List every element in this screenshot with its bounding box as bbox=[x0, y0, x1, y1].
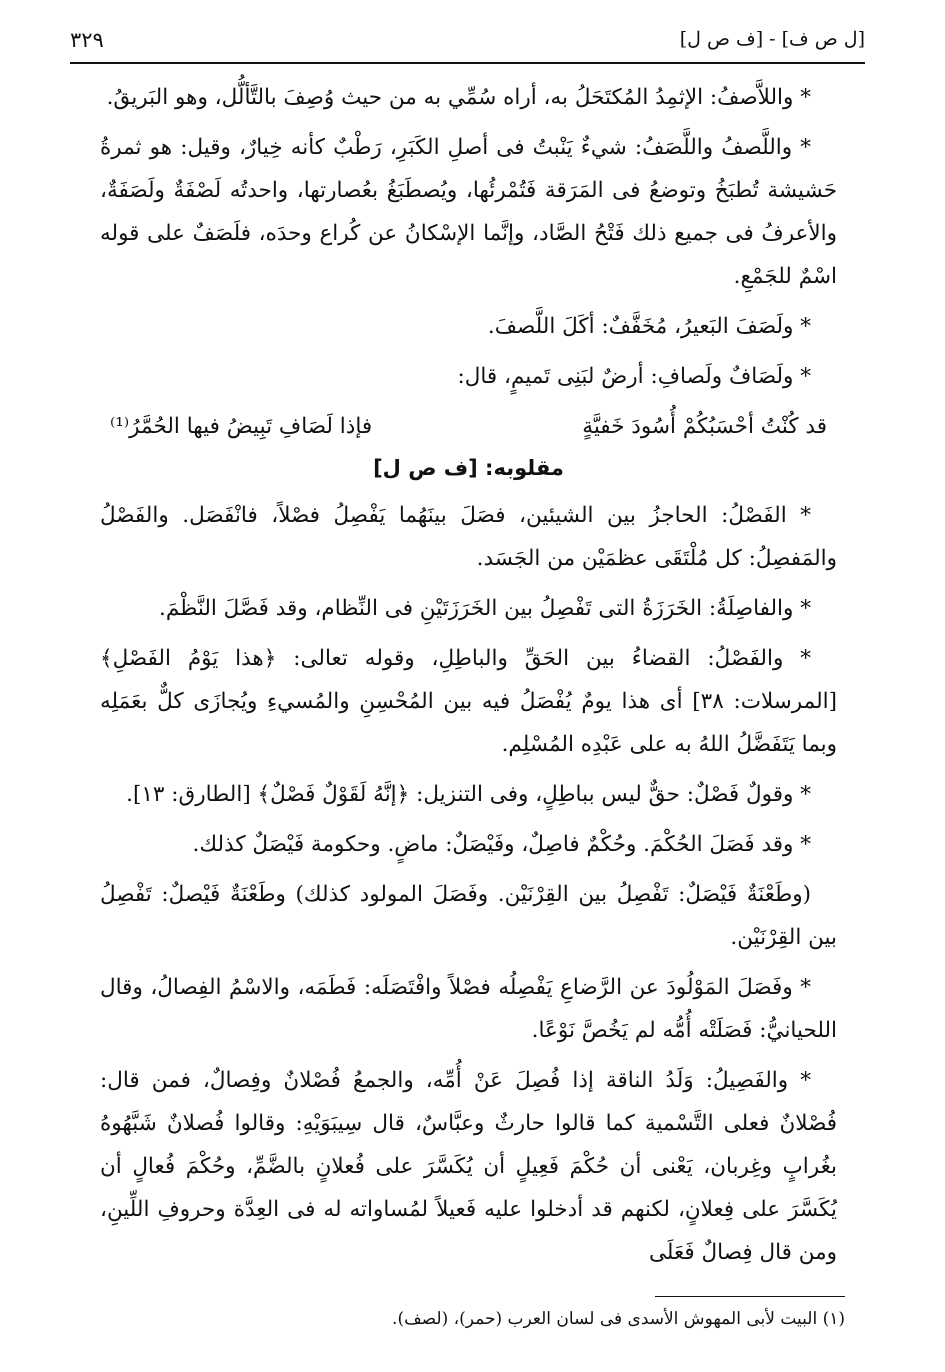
page-number: ٣٢٩ bbox=[70, 28, 104, 52]
entry-paragraph: * وقد فَصَلَ الحُكْمَ. وحُكْمٌ فاصِلٌ، وفَيْصَلٌ: ماضٍ. وحكومة فَيْصَلٌ كذلك. bbox=[192, 832, 811, 857]
entry-paragraph: * ولَصَفَ البَعيرُ، مُخَفَّفٌ: أكَلَ اللَّصفَ. bbox=[487, 314, 811, 339]
entry-paragraph: * ولَصَافٌ ولَصافِ: أرضٌ لبَنِى تَميمٍ، قال: bbox=[457, 364, 811, 389]
footnote-rule bbox=[655, 1296, 845, 1297]
poetry-verse bbox=[110, 405, 827, 448]
entry-paragraph: * والفَصْلُ: القضاءُ بين الحَقِّ والباطِلِ، وقوله تعالى: ﴿هذا يَوْمُ الفَصْلِ﴾ [المرسلات: ٣٨] أى هذا يومٌ يُفْصَلُ فيه بين المُحْسِنِ والمُسيءِ ويُجازَى كلٌّ بعَمَلِه وبما يَتَفَضَّلُ اللهُ به على عَبْدِه المُسْلِم. bbox=[100, 646, 837, 757]
entry-paragraph: * واللَّصفُ واللَّصَفُ: شيءٌ يَنْبتُ فى أصلِ الكَبَرِ، رَطْبٌ كأنه خِيارٌ، وقيل: هو ثمرةُ حَشيشة تُطبَخُ وتوضعُ فى المَرَقة فَتُمْرئُها، ويُصطَبَغُ بعُصارتها، واحدتُه لَصْفَةٌ ولَصَفَةٌ، والأعرفُ فى جميع ذلك فَتْحُ الصَّاد، وإنَّما الإسْكانُ عن كُراع وحدَه، فلَصَفٌ على قوله اسْمٌ للجَمْعِ. bbox=[100, 135, 837, 289]
running-title: [ل ص ف] - [ف ص ل] bbox=[679, 28, 865, 50]
entry-paragraph: * والفَصِيلُ: وَلَدُ الناقة إذا فُصِلَ عَنْ أُمِّه، والجمعُ فُصْلانٌ وفِصالٌ، فمن قال: فُصْلانٌ فعلى التَّسْمية كما قالوا حارثٌ وعبَّاسٌ، قال سِيبَوَيْهِ: وقالوا فُصلانٌ شَبَّهُوهُ بغُرابٍ وغِربان، يَعْنى أن حُكْمَ فَعِيلٍ أن يُكَسَّرَ على فُعلانٍ بالضَّمِّ، وحُكْمَ فُعالٍ أن يُكَسَّرَ على فِعلانٍ، لكنهم قد أدخلوا عليه فَعيلاً لمُساواته له فى العِدَّة وحروفِ اللِّينِ، ومن قال فِصالٌ فَعَلَى bbox=[100, 1068, 837, 1265]
body-text bbox=[100, 76, 837, 1281]
entry-paragraph: * والفاصِلَةُ: الخَرَزَةُ التى تَفْصِلُ بين الخَرَزَتَيْنِ فى النِّظام، وقد فَصَّلَ النَّظْمَ. bbox=[159, 596, 811, 621]
verse-left-hemistich: فإذا لَصَافِ تَبِيضُ فيها الحُمَّرُ⁽¹⁾ bbox=[110, 414, 373, 439]
entry-paragraph: * واللاَّصفُ: الإثمِدُ المُكتَحَلُ به، أراه سُمِّي به من حيث وُصِفَ بالتَّألُّل، وهو البَريقُ. bbox=[106, 85, 811, 110]
verse-right-hemistich: قد كُنْتُ أحْسَبُكُمْ أُسُودَ خَفيَّةٍ bbox=[582, 414, 827, 439]
entry-paragraph: * وفَصَلَ المَوْلُودَ عن الرَّضاعِ يَفْصِلُه فصْلاً وافْتَصَلَه: فَطَمَه، والاسْمُ الفِصالُ، وقال اللحيانيُّ: فَصَلَتْه أُمُّه لم يَخُصَّ نَوْعًا. bbox=[100, 975, 837, 1043]
section-heading: مقلوبه: [ف ص ل] bbox=[373, 456, 564, 480]
entry-paragraph: * الفَصْلُ: الحاجزُ بين الشيئين، فصَلَ بينَهُما يَفْصِلُ فصْلاً، فانْفَصَل. والفَصْلُ والمَفصِلُ: كل مُلْتَقَى عظمَيْن من الجَسَد. bbox=[100, 503, 837, 571]
running-head bbox=[70, 22, 865, 62]
header-rule bbox=[70, 62, 865, 64]
entry-paragraph: (وطَعْنَةٌ فَيْصَلٌ: تَفْصِلُ بين القِرْنَيْن. وفَصَلَ المولود كذلك) وطَعْنَةٌ فَيْصلٌ: تَفْصِلُ بين القِرْنَيْن. bbox=[100, 882, 837, 950]
entry-paragraph: * وقولٌ فَصْلٌ: حقٌّ ليس بباطِلٍ، وفى التنزيل: ﴿إنَّهُ لَقَوْلٌ فَصْلٌ﴾ [الطارق: ١٣]. bbox=[126, 782, 811, 807]
footnote: (١) البيت لأبى المهوش الأسدى فى لسان العرب (حمر)، (لصف). bbox=[392, 1309, 845, 1329]
